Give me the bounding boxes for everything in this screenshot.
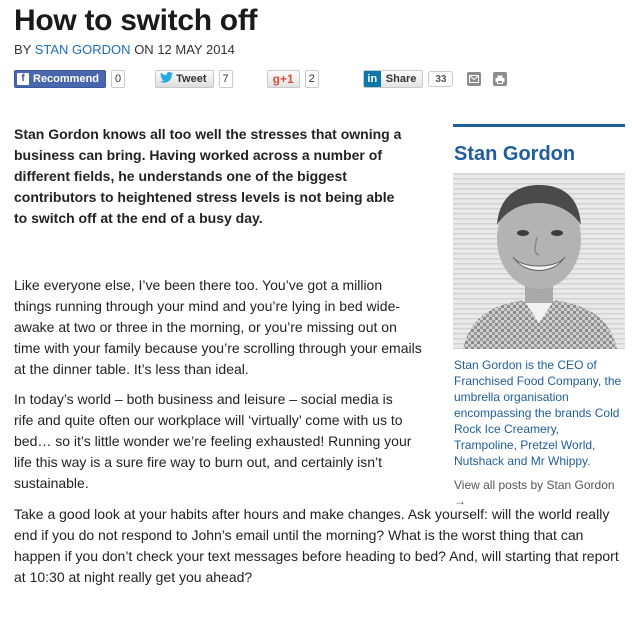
facebook-recommend-button[interactable] <box>14 70 106 88</box>
byline-date: 12 MAY 2014 <box>157 42 235 57</box>
article-lead: Stan Gordon knows all too well the stresses that owning a business can bring. Having worked across a number of different fields, he understands one of the biggest contributors to heightened stress levels is not being able to switch off at the end of a busy day. <box>14 126 402 226</box>
twitter-bird-icon <box>160 72 173 86</box>
google-plus-label: g+1 <box>272 72 294 86</box>
sidebar-author-name: Stan Gordon <box>454 143 576 165</box>
linkedin-label: Share <box>385 73 417 85</box>
article-paragraph: Take a good look at your habits after hours and make changes. Ask yourself: will the world really end if you do not respond to John’s email until the morning? What is the worst thing that can happen if you don’t check your text messages before heading to bed? And, will starting that report at 10:30 at night really get you ahead? <box>14 506 619 585</box>
facebook-icon: f <box>17 73 29 85</box>
article-title: How to switch off <box>14 4 258 37</box>
byline-author-link[interactable]: STAN GORDON <box>34 42 131 57</box>
google-plus-one-button[interactable] <box>267 70 300 88</box>
author-sidebar <box>453 124 625 509</box>
twitter-tweet-button[interactable] <box>155 70 213 88</box>
printer-icon[interactable] <box>493 72 507 86</box>
facebook-count: 0 <box>111 70 125 88</box>
twitter-count: 7 <box>219 70 233 88</box>
linkedin-count: 33 <box>428 71 453 87</box>
sidebar-author-bio: Stan Gordon is the CEO of Franchised Food Company, the umbrella organisation encompassing the brands Cold Rock Ice Creamery, Trampoline, Pretzel World, Nutshack and Mr Whippy. <box>454 358 622 468</box>
article-paragraph: Like everyone else, I’ve been there too. You’ve got a million things running through your mind and you’re lying in bed wide-awake at two or three in the morning, or you’re missing out on time with your family because you’re scrolling through your emails at the dinner table. It’s less than ideal. <box>14 277 422 377</box>
sidebar-divider <box>453 124 625 127</box>
byline-mid: ON <box>134 42 154 57</box>
google-plus-count: 2 <box>305 70 319 88</box>
linkedin-icon: in <box>364 71 381 87</box>
view-all-posts-link[interactable]: View all posts by Stan Gordon → <box>454 478 615 508</box>
byline <box>14 42 235 57</box>
author-photo <box>453 173 625 349</box>
linkedin-share-button[interactable] <box>363 70 424 88</box>
article-paragraph: In today’s world – both business and leisure – social media is rife and quite often our workplace will ‘virtually’ come with us to bed… so it’s little wonder we’re feeling exhausted! Running your life this way is a sure fire way to burn out, and certainly isn’t sustainable. <box>14 391 412 491</box>
facebook-label: Recommend <box>33 73 100 85</box>
share-bar <box>14 68 507 90</box>
envelope-icon[interactable] <box>467 72 481 86</box>
twitter-label: Tweet <box>176 73 207 85</box>
byline-prefix: BY <box>14 42 32 57</box>
